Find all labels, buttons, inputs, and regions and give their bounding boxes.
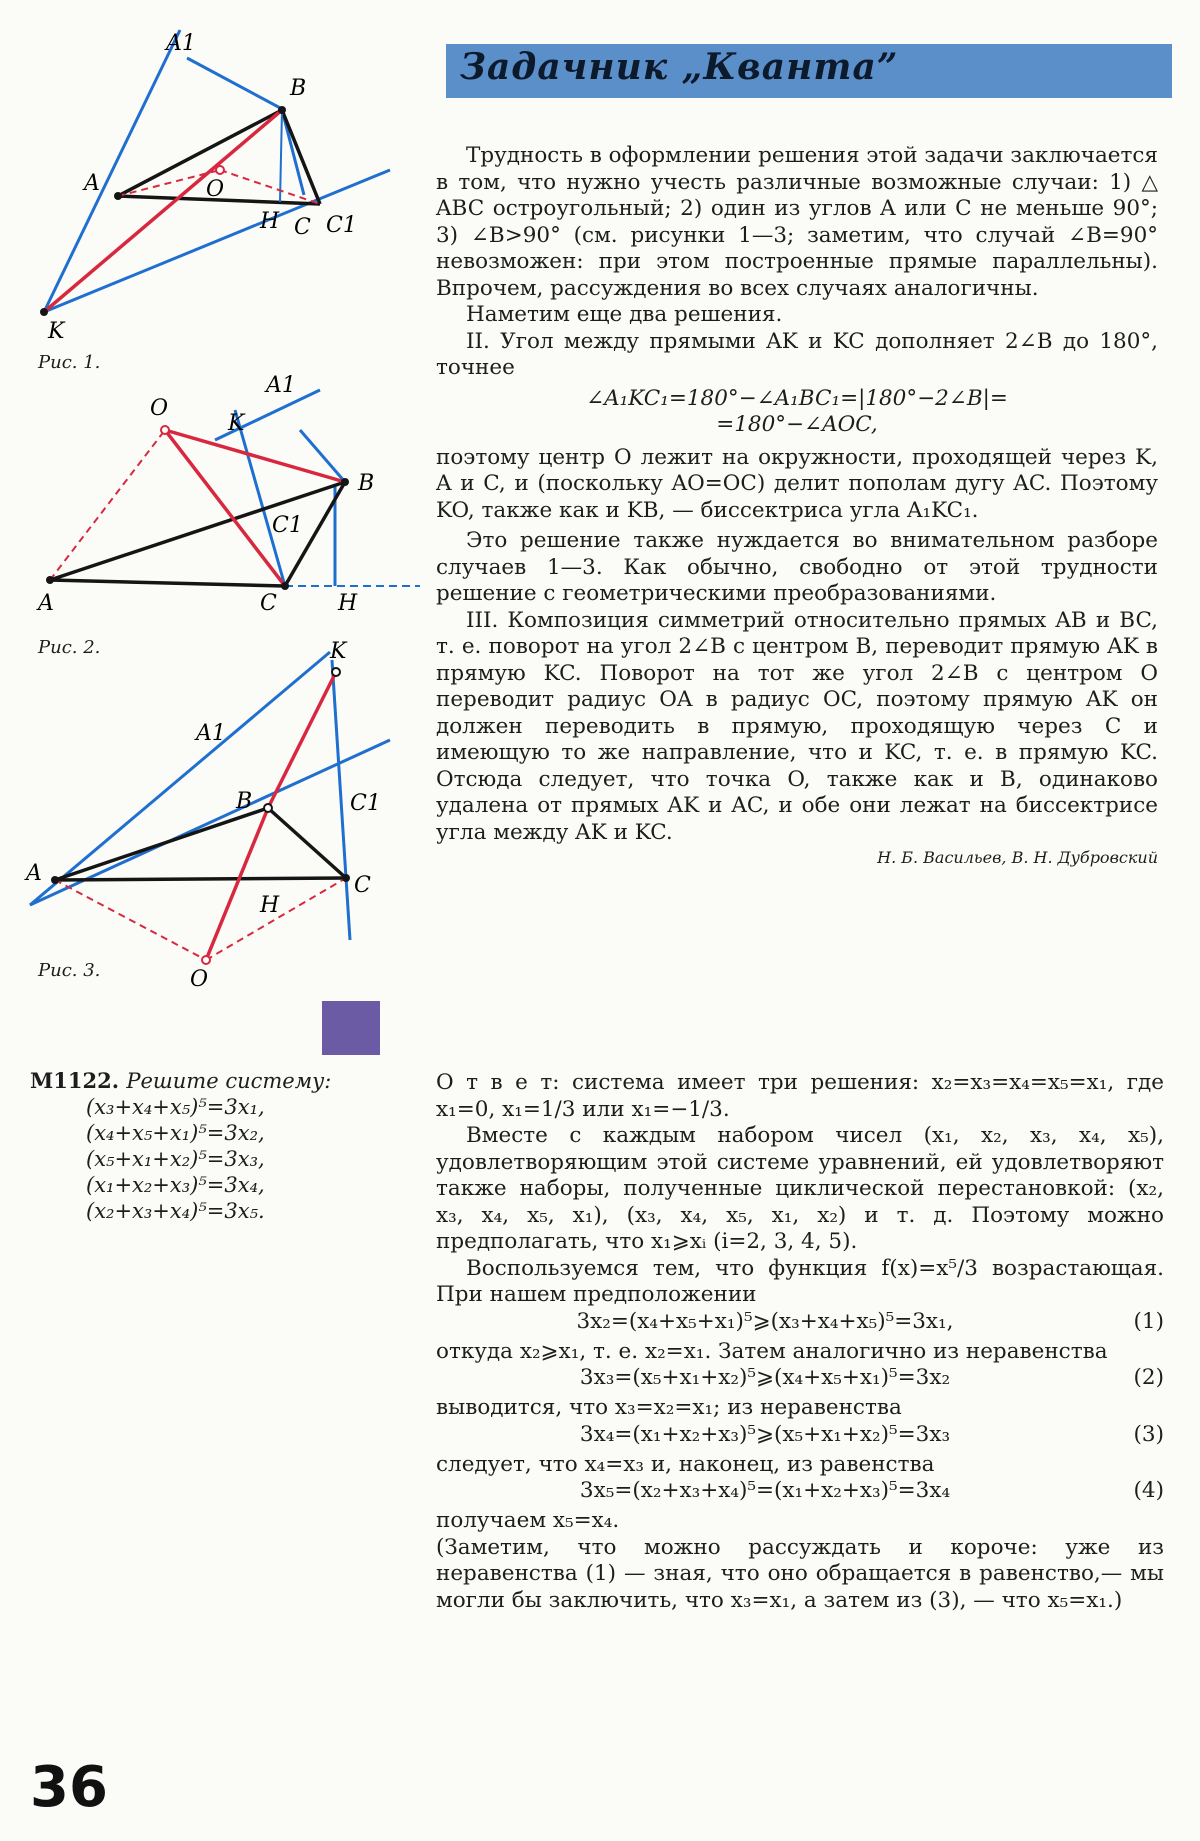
problem-eq: (x₅+x₁+x₂)⁵=3x₃, <box>86 1147 265 1171</box>
figure-3 <box>10 640 410 990</box>
fig1-label-A: A <box>84 171 100 196</box>
problem-eq: (x₂+x₃+x₄)⁵=3x₅. <box>86 1199 265 1223</box>
fig3-label-B: B <box>236 789 253 814</box>
fig2-label-C: C <box>260 591 277 616</box>
answer-p1: О т в е т: система имеет три решения: x₂=x₃=x₄=x₅=x₁, где x₁=0, x₁=1/3 или x₁=−1/3. <box>436 1070 1164 1122</box>
problem-eq: (x₁+x₂+x₃)⁵=3x₄, <box>86 1173 265 1197</box>
equation-2-number: (2) <box>1133 1365 1164 1390</box>
fig2-label-O: O <box>150 396 169 421</box>
fig2-caption: Рис. 2. <box>38 637 101 658</box>
fig1-caption: Рис. 1. <box>38 352 101 373</box>
fig3-caption: Рис. 3. <box>38 960 101 981</box>
problem-prompt: Решите систему: <box>126 1069 332 1093</box>
solution-p2: Наметим еще два решения. <box>466 302 783 327</box>
equation-4 <box>436 1478 1164 1508</box>
solution-formula-2: =180°−∠AOC, <box>716 412 878 437</box>
answer-p8: (Заметим, что можно рассуждать и короче: уже из неравенства (1) — зная, что оно обращается в равенство,— мы могли бы заключить, что x₃=x₁, а затем из (3), — что x₅=x₁.) <box>436 1534 1164 1613</box>
solution-p6: III. Композиция симметрий относительно прямых AB и BC, т. е. поворот на угол 2∠B с центром B, переводит прямую AK в прямую KC. Поворот на тот же угол 2∠B с центром O переводит радиус OA в радиус OC, поэтому прямую AK он должен переводить в прямую, проходящую через C и имеющую то же направление, что и KC, т. е. в прямую KC. Отсюда следует, что точка O, также как и B, одинаково удалена от прямых AK и AC, и обе они лежат на биссектрисе угла между AK и KC. <box>436 607 1158 845</box>
fig2-label-A1: A1 <box>266 373 296 398</box>
page-number: 36 <box>30 1755 108 1820</box>
figure-1 <box>20 20 400 344</box>
fig1-label-A1: A1 <box>166 31 196 56</box>
fig3-label-C1: C1 <box>350 791 381 816</box>
equation-4-body: 3x₅=(x₂+x₃+x₄)⁵=(x₁+x₂+x₃)⁵=3x₄ <box>579 1478 951 1503</box>
equation-4-number: (4) <box>1133 1478 1164 1503</box>
equation-2-body: 3x₃=(x₅+x₁+x₂)⁵⩾(x₄+x₅+x₁)⁵=3x₂ <box>579 1365 951 1390</box>
solution-text <box>436 143 1158 870</box>
fig3-label-A: A <box>26 861 42 886</box>
equation-1-number: (1) <box>1133 1308 1164 1334</box>
problem-eq: (x₄+x₅+x₁)⁵=3x₂, <box>86 1121 265 1145</box>
figure-2 <box>20 360 420 620</box>
equation-3 <box>436 1422 1164 1452</box>
fig1-label-K: K <box>48 319 65 344</box>
fig3-label-H: H <box>260 893 280 918</box>
header-banner <box>446 44 1172 98</box>
solution-formula-1: ∠A₁KC₁=180°−∠A₁BC₁=|180°−2∠B|= <box>586 385 1008 411</box>
solution-p5: Это решение также нуждается во внимательном разборе случаев 1—3. Как обычно, свободно от этой трудности решение с геометрическими преобразованиями. <box>436 528 1158 606</box>
answer-p5: выводится, что x₃=x₂=x₁; из неравенства <box>436 1395 902 1420</box>
fig1-label-C: C <box>294 215 311 240</box>
fig3-label-A1: A1 <box>196 721 226 746</box>
problem-system <box>86 1094 390 1224</box>
problem-number: М1122. <box>30 1068 120 1093</box>
section-marker <box>322 1001 380 1055</box>
fig1-label-H: H <box>260 209 280 234</box>
equation-1 <box>436 1309 1164 1339</box>
equation-3-number: (3) <box>1133 1421 1164 1447</box>
answer-p4: откуда x₂⩾x₁, т. е. x₂=x₁. Затем аналогично из неравенства <box>436 1338 1108 1364</box>
fig2-label-A: A <box>38 591 54 616</box>
fig2-label-B: B <box>358 471 375 496</box>
solution-signature: Н. Б. Васильев, В. Н. Дубровский <box>877 848 1158 867</box>
fig3-label-C: C <box>354 873 371 898</box>
equation-2 <box>436 1365 1164 1395</box>
answer-p3: Воспользуемся тем, что функция f(x)=x⁵/3 возрастающая. При нашем предположении <box>436 1255 1164 1307</box>
equation-3-body: 3x₄=(x₁+x₂+x₃)⁵⩾(x₅+x₁+x₂)⁵=3x₃ <box>579 1421 951 1447</box>
problem-block <box>30 1068 390 1224</box>
header-title: Задачник „Кванта” <box>460 46 899 88</box>
solution-p3: II. Угол между прямыми AK и KC дополняет 2∠B до 180°, точнее <box>436 328 1158 380</box>
fig2-label-C1: C1 <box>272 513 303 538</box>
equation-1-body: 3x₂=(x₄+x₅+x₁)⁵⩾(x₃+x₄+x₅)⁵=3x₁, <box>576 1308 954 1334</box>
answer-p2: Вместе с каждым набором чисел (x₁, x₂, x₃, x₄, x₅), удовлетворяющим этой системе уравнений, ей удовлетворяют также наборы, полученные циклической перестановкой: (x₂, x₃, x₄, x₅, x₁), (x₃, x₄, x₅, x₁, x₂) и т. д. Поэтому можно предполагать, что x₁⩾xᵢ (i=2, 3, 4, 5). <box>436 1123 1164 1254</box>
fig2-label-H: H <box>338 591 358 616</box>
fig1-label-B: B <box>290 76 307 101</box>
solution-p1: Трудность в оформлении решения этой задачи заключается в том, что нужно учесть различные возможные случаи: 1) △ ABC остроугольный; 2) один из углов A или C не меньше 90°; 3) ∠B>90° (см. рисунки 1—3; заметим, что случай ∠B=90° невозможен: при этом построенные прямые параллельны). Впрочем, рассуждения во всех случаях аналогичны. <box>436 143 1158 301</box>
fig3-label-K: K <box>330 639 347 664</box>
answer-p7: получаем x₅=x₄. <box>436 1508 620 1533</box>
problem-eq: (x₃+x₄+x₅)⁵=3x₁, <box>86 1095 265 1119</box>
fig2-label-K: K <box>228 411 245 436</box>
fig1-label-O: O <box>206 177 225 202</box>
answer-p6: следует, что x₄=x₃ и, наконец, из равенства <box>436 1451 935 1477</box>
answer-text <box>436 1070 1164 1614</box>
solution-p4: поэтому центр O лежит на окружности, проходящей через K, A и C, и (поскольку AO=OC) делит пополам дугу AC. Поэтому KO, также как и KB, — биссектриса угла A₁KC₁. <box>436 444 1158 523</box>
fig3-label-O: O <box>190 967 209 992</box>
fig1-label-C1: C1 <box>326 213 357 238</box>
